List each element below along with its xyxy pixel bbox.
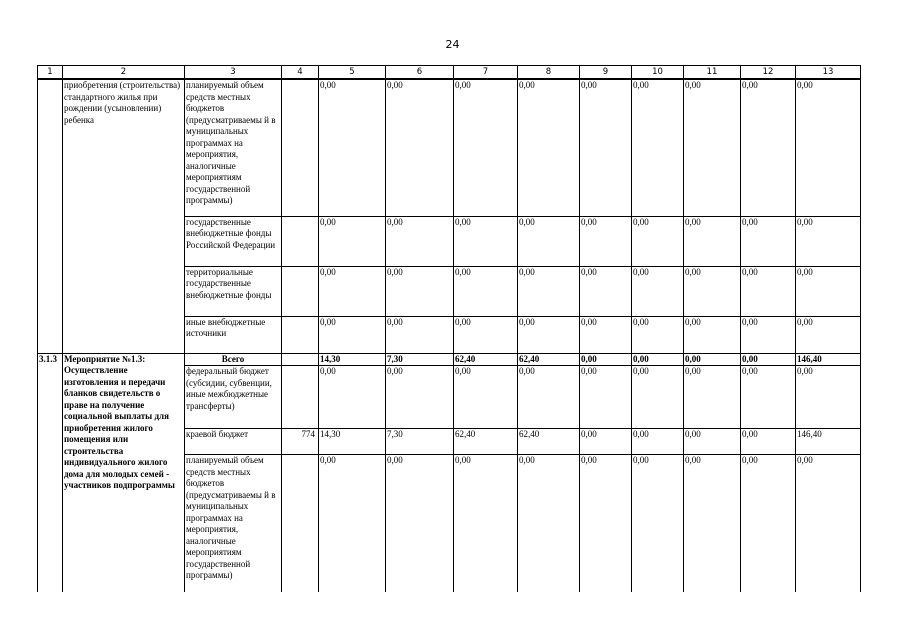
column-number: 13 xyxy=(796,66,861,80)
column-number: 4 xyxy=(282,66,319,80)
column-number: 12 xyxy=(741,66,796,80)
column-number: 1 xyxy=(38,66,63,80)
budget-code xyxy=(282,216,319,266)
value-cell: 0,00 xyxy=(580,366,632,429)
budget-table xyxy=(37,65,861,592)
column-number: 11 xyxy=(684,66,741,80)
value-cell: 0,00 xyxy=(796,216,861,266)
value-cell: 0,00 xyxy=(741,266,796,316)
value-cell: 0,00 xyxy=(632,216,684,266)
value-cell: 0,00 xyxy=(741,429,796,455)
value-cell: 0,00 xyxy=(319,216,386,266)
value-cell: 0,00 xyxy=(319,455,386,592)
value-cell: 0,00 xyxy=(796,455,861,592)
value-cell: 0,00 xyxy=(684,366,741,429)
value-cell: 0,00 xyxy=(386,455,454,592)
budget-code xyxy=(282,366,319,429)
value-cell: 0,00 xyxy=(386,79,454,216)
budget-code xyxy=(282,316,319,353)
value-cell: 0,00 xyxy=(580,266,632,316)
value-cell: 0,00 xyxy=(454,316,518,353)
value-cell: 0,00 xyxy=(454,366,518,429)
value-cell: 0,00 xyxy=(386,216,454,266)
value-cell: 0,00 xyxy=(632,429,684,455)
value-cell: 0,00 xyxy=(632,316,684,353)
table-row xyxy=(38,79,861,216)
value-cell: 0,00 xyxy=(319,79,386,216)
header-row xyxy=(38,66,861,80)
value-cell: 0,00 xyxy=(796,266,861,316)
value-cell: 0,00 xyxy=(454,266,518,316)
value-cell: 0,00 xyxy=(580,353,632,366)
column-number: 2 xyxy=(63,66,185,80)
value-cell: 0,00 xyxy=(741,216,796,266)
value-cell: 0,00 xyxy=(684,353,741,366)
column-number: 5 xyxy=(319,66,386,80)
value-cell: 0,00 xyxy=(632,79,684,216)
value-cell: 0,00 xyxy=(741,79,796,216)
value-cell: 0,00 xyxy=(319,316,386,353)
value-cell: 0,00 xyxy=(580,455,632,592)
value-cell: 0,00 xyxy=(741,366,796,429)
value-cell: 0,00 xyxy=(684,79,741,216)
budget-code: 774 xyxy=(282,429,319,455)
column-number: 9 xyxy=(580,66,632,80)
column-number: 3 xyxy=(185,66,282,80)
budget-code xyxy=(282,266,319,316)
value-cell: 7,30 xyxy=(386,429,454,455)
column-number: 7 xyxy=(454,66,518,80)
value-cell: 0,00 xyxy=(684,455,741,592)
value-cell: 0,00 xyxy=(741,455,796,592)
value-cell: 14,30 xyxy=(319,429,386,455)
budget-code xyxy=(282,353,319,366)
value-cell: 0,00 xyxy=(580,429,632,455)
value-cell: 0,00 xyxy=(684,216,741,266)
value-cell: 146,40 xyxy=(796,353,861,366)
value-cell: 0,00 xyxy=(684,266,741,316)
value-cell: 0,00 xyxy=(580,316,632,353)
value-cell: 7,30 xyxy=(386,353,454,366)
value-cell: 0,00 xyxy=(580,79,632,216)
value-cell: 0,00 xyxy=(684,429,741,455)
value-cell: 0,00 xyxy=(796,79,861,216)
item-number xyxy=(38,79,63,353)
value-cell: 0,00 xyxy=(454,216,518,266)
value-cell: 0,00 xyxy=(454,79,518,216)
value-cell: 62,40 xyxy=(454,353,518,366)
value-cell: 0,00 xyxy=(632,366,684,429)
value-cell: 0,00 xyxy=(632,353,684,366)
value-cell: 0,00 xyxy=(319,266,386,316)
item-number: 3.1.3 xyxy=(38,353,63,592)
value-cell: 0,00 xyxy=(632,266,684,316)
funding-source: планируемый объем средств местных бюджетов (предусматриваемы й в муниципальных программах на мероприятия, аналогичные мероприятиям государственной программы) xyxy=(185,455,282,592)
value-cell: 0,00 xyxy=(518,79,580,216)
value-cell: 0,00 xyxy=(741,353,796,366)
value-cell: 0,00 xyxy=(518,216,580,266)
item-name: Мероприятие №1.3: Осуществление изготовления и передачи бланков свидетельств о праве на получение социальной выплаты для приобретения жилого помещения или строительства индивидуального жилого дома для молодых семей - участников подпрограммы xyxy=(63,353,185,592)
value-cell: 0,00 xyxy=(518,316,580,353)
value-cell: 62,40 xyxy=(518,429,580,455)
value-cell: 0,00 xyxy=(796,316,861,353)
value-cell: 0,00 xyxy=(741,316,796,353)
funding-source: территориальные государственные внебюджетные фонды xyxy=(185,266,282,316)
funding-source: краевой бюджет xyxy=(185,429,282,455)
funding-source: государственные внебюджетные фонды Российской Федерации xyxy=(185,216,282,266)
value-cell: 14,30 xyxy=(319,353,386,366)
funding-source: иные внебюджетные источники xyxy=(185,316,282,353)
value-cell: 0,00 xyxy=(580,216,632,266)
budget-code xyxy=(282,455,319,592)
funding-source: Всего xyxy=(185,353,282,366)
value-cell: 0,00 xyxy=(518,455,580,592)
value-cell: 146,40 xyxy=(796,429,861,455)
page-number: 24 xyxy=(445,38,460,51)
funding-source: планируемый объем средств местных бюджетов (предусматриваемы й в муниципальных программах на мероприятия, аналогичные мероприятиям государственной программы) xyxy=(185,79,282,216)
value-cell: 0,00 xyxy=(386,366,454,429)
column-number: 8 xyxy=(518,66,580,80)
value-cell: 62,40 xyxy=(518,353,580,366)
value-cell: 0,00 xyxy=(632,455,684,592)
value-cell: 0,00 xyxy=(319,366,386,429)
value-cell: 0,00 xyxy=(454,455,518,592)
value-cell: 0,00 xyxy=(518,366,580,429)
column-number: 10 xyxy=(632,66,684,80)
table-row xyxy=(38,353,861,366)
value-cell: 0,00 xyxy=(386,266,454,316)
item-name: приобретения (строительства) стандартного жилья при рождении (усыновлении) ребенка xyxy=(63,79,185,353)
funding-source: федеральный бюджет (субсидии, субвенции, иные межбюджетные трансферты) xyxy=(185,366,282,429)
value-cell: 0,00 xyxy=(518,266,580,316)
column-number: 6 xyxy=(386,66,454,80)
value-cell: 0,00 xyxy=(796,366,861,429)
value-cell: 0,00 xyxy=(684,316,741,353)
value-cell: 62,40 xyxy=(454,429,518,455)
value-cell: 0,00 xyxy=(386,316,454,353)
budget-code xyxy=(282,79,319,216)
